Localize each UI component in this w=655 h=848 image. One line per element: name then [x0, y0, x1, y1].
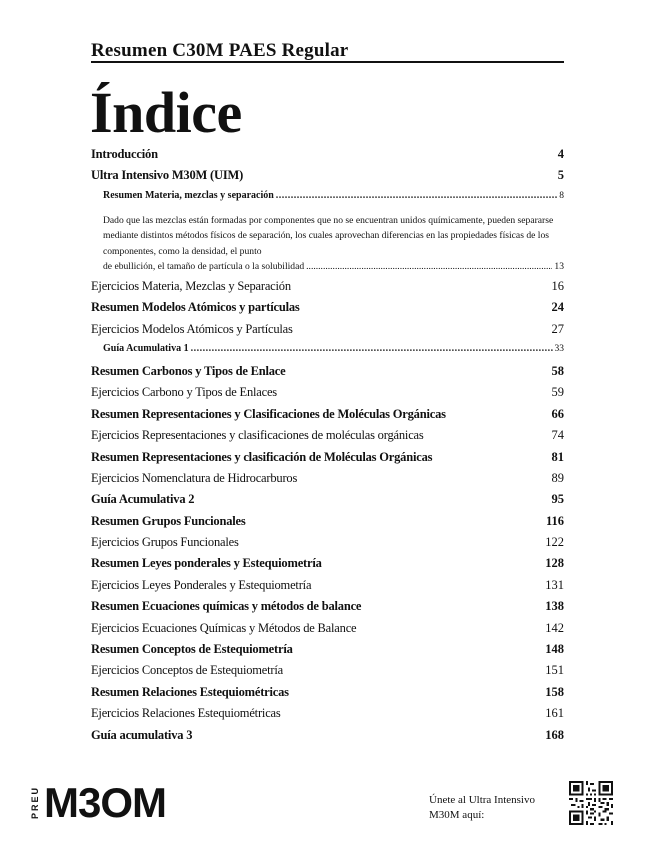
toc-entry[interactable] [91, 190, 564, 211]
toc-entry-label: Ejercicios Leyes Ponderales y Estequiometría [91, 577, 312, 592]
toc-entry-page: 33 [554, 343, 564, 354]
toc-entry-page: 89 [551, 470, 564, 485]
toc-entry-page: 131 [545, 577, 564, 592]
footer-call-to-action [429, 793, 569, 823]
toc-entry-label: Resumen Relaciones Estequiométricas [91, 684, 289, 699]
toc-entry[interactable] [91, 322, 564, 343]
document-header-title: Resumen C30M PAES Regular [91, 40, 349, 61]
m30m-logo [30, 781, 166, 825]
toc-entry-page: 13 [554, 261, 564, 273]
toc-entry[interactable] [91, 407, 564, 428]
toc-entry-page: 95 [551, 492, 564, 507]
toc-entry-label: Resumen Representaciones y clasificación de Moléculas Orgánicas [91, 449, 433, 464]
cta-line-1: Únete al Ultra Intensivo [429, 794, 535, 806]
toc-entry-page: 116 [545, 513, 564, 528]
toc-entry-page: 58 [551, 363, 564, 378]
toc-entry[interactable] [91, 471, 564, 492]
toc-entry-label: Guía Acumulativa 2 [91, 492, 195, 507]
toc-entry-page: 151 [545, 663, 564, 678]
toc-entry-label: Ejercicios Carbono y Tipos de Enlaces [91, 385, 277, 400]
toc-entry-label: Ejercicios Nomenclatura de Hidrocarburos [91, 470, 298, 485]
toc-entry-label: Dado que las mezclas están formadas por componentes que no se encuentran unidos químicamente, pueden separarse mediante distintos métodos físicos de separación, los cuales aprovechan diferencias en las propiedades físicas de los componentes, como la densidad, el punto [103, 214, 554, 257]
toc-entry-label: Resumen Ecuaciones químicas y métodos de balance [91, 599, 362, 614]
toc-entry-page: 27 [551, 321, 564, 336]
toc-entry-label: Ejercicios Conceptos de Estequiometría [91, 663, 283, 678]
toc-entry-page: 4 [557, 147, 564, 161]
toc-entry-label: Resumen Grupos Funcionales [91, 513, 246, 528]
toc-entry-label: Guía acumulativa 3 [91, 727, 193, 742]
toc-entry[interactable] [91, 450, 564, 471]
toc-entry-label: Ultra Intensivo M30M (UIM) [91, 168, 244, 183]
toc-entry-label: Resumen Leyes ponderales y Estequiometría [91, 556, 322, 571]
toc-entry[interactable] [91, 514, 564, 535]
toc-entry-label: Resumen Conceptos de Estequiometría [91, 642, 293, 657]
toc-entry-page: 24 [551, 300, 564, 315]
page-title: Índice [90, 80, 242, 145]
dot-leader [276, 190, 557, 201]
toc-entry-page: 128 [545, 556, 564, 571]
toc-entry-label: Resumen Carbonos y Tipos de Enlace [91, 363, 286, 378]
toc-entry[interactable] [91, 578, 564, 599]
toc-entry-page: 66 [551, 406, 564, 421]
toc-entry-page: 158 [545, 684, 564, 699]
toc-entry[interactable] [91, 147, 564, 168]
toc-entry-label: Ejercicios Materia, Mezclas y Separación [91, 278, 291, 293]
toc-entry-page: 81 [551, 449, 564, 464]
toc-entry[interactable] [91, 599, 564, 620]
toc-entry[interactable] [91, 385, 564, 406]
toc-entry-page: 161 [545, 706, 564, 721]
toc-entry-page: 148 [545, 642, 564, 657]
header-divider [91, 61, 564, 63]
toc-entry-paragraph[interactable] [91, 213, 564, 275]
toc-entry-label: Ejercicios Grupos Funcionales [91, 535, 239, 550]
toc-entry[interactable] [91, 300, 564, 321]
toc-entry-page: 142 [545, 620, 564, 635]
toc-entry-page: 122 [545, 535, 564, 550]
toc-entry-page: 168 [545, 727, 564, 742]
toc-entry-label-end: de ebullición, el tamaño de partícula o la solubilidad [103, 261, 305, 273]
toc-entry-label: Guía Acumulativa 1 [103, 342, 189, 354]
toc-entry-last-line [103, 259, 564, 275]
logo-prefix: PREU [30, 786, 40, 820]
toc-entry-page: 138 [545, 599, 564, 614]
toc-entry[interactable] [91, 168, 564, 189]
toc-entry-page: 5 [557, 168, 564, 183]
toc-entry-page: 8 [559, 190, 564, 201]
toc-entry-label: Ejercicios Ecuaciones Químicas y Métodos de Balance [91, 620, 357, 635]
logo-wordmark: M3OM [44, 779, 166, 826]
toc-entry-label: Resumen Representaciones y Clasificaciones de Moléculas Orgánicas [91, 406, 446, 421]
toc-entry[interactable] [91, 343, 564, 364]
toc-entry[interactable] [91, 364, 564, 385]
dot-leader [191, 343, 553, 354]
toc-entry-label: Resumen Materia, mezclas y separación [103, 189, 274, 201]
toc-entry-label: Ejercicios Modelos Atómicos y Partículas [91, 321, 293, 336]
qr-code-icon[interactable] [569, 781, 613, 825]
toc-entry[interactable] [91, 556, 564, 577]
toc-entry-label: Ejercicios Representaciones y clasificaciones de moléculas orgánicas [91, 428, 424, 443]
toc-entry[interactable] [91, 728, 564, 749]
toc-entry-label: Ejercicios Relaciones Estequiométricas [91, 706, 281, 721]
toc-entry[interactable] [91, 663, 564, 684]
toc-entry-page: 74 [551, 428, 564, 443]
toc-entry-label: Introducción [91, 147, 158, 161]
toc-entry-label: Resumen Modelos Atómicos y partículas [91, 300, 300, 315]
toc-entry[interactable] [91, 706, 564, 727]
toc-entry[interactable] [91, 642, 564, 663]
toc-entry[interactable] [91, 492, 564, 513]
toc-entry[interactable] [91, 535, 564, 556]
toc-entry[interactable] [91, 685, 564, 706]
dot-leader [306, 259, 552, 275]
toc-entry[interactable] [91, 279, 564, 300]
toc-entry[interactable] [91, 621, 564, 642]
toc-entry-page: 59 [551, 385, 564, 400]
toc-entry-page: 16 [551, 278, 564, 293]
table-of-contents [91, 147, 564, 749]
toc-entry[interactable] [91, 428, 564, 449]
cta-line-2: M30M aquí: [429, 809, 485, 821]
